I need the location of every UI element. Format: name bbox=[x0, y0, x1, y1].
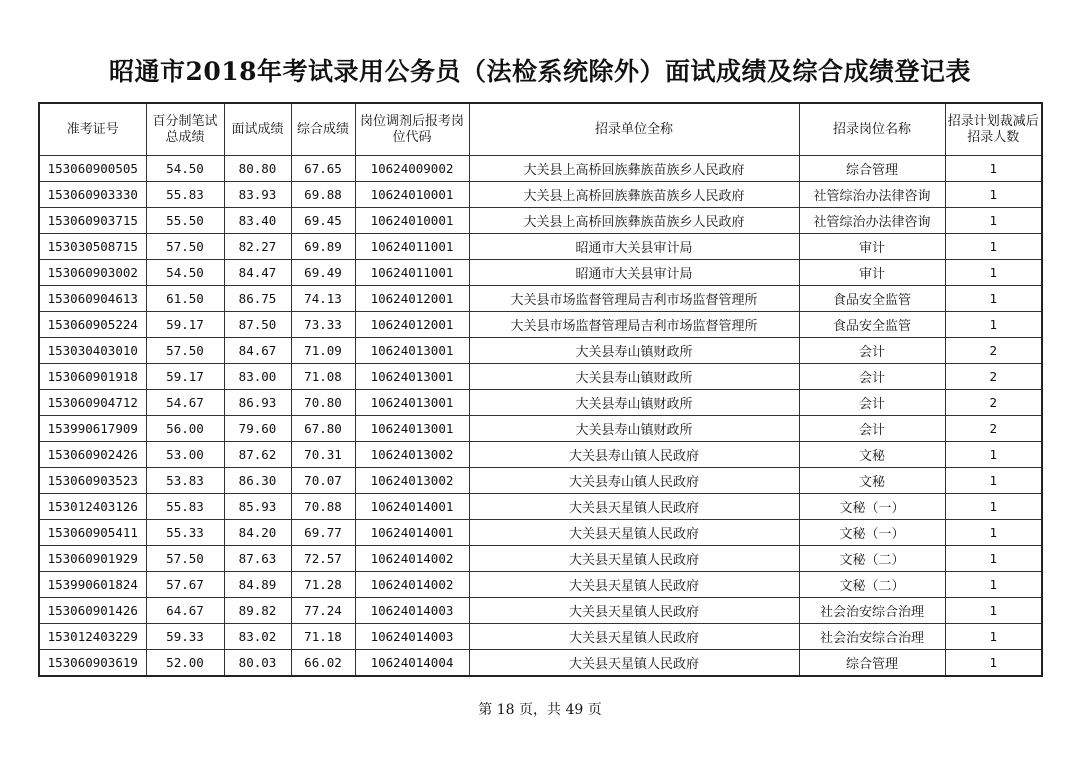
unit-name-cell: 大关县天星镇人民政府 bbox=[469, 520, 799, 546]
exam-id-cell: 153060904613 bbox=[39, 286, 146, 312]
written-score-cell: 59.17 bbox=[146, 364, 224, 390]
table-row bbox=[39, 338, 1042, 364]
position-code-cell: 10624013001 bbox=[355, 364, 469, 390]
interview-score-cell: 79.60 bbox=[224, 416, 291, 442]
written-score-cell: 53.00 bbox=[146, 442, 224, 468]
hire-count-cell: 1 bbox=[945, 624, 1042, 650]
exam-id-cell: 153060902426 bbox=[39, 442, 146, 468]
interview-score-cell: 84.20 bbox=[224, 520, 291, 546]
hire-count-cell: 1 bbox=[945, 260, 1042, 286]
hire-count-cell: 1 bbox=[945, 312, 1042, 338]
table-row bbox=[39, 650, 1042, 677]
table-row bbox=[39, 546, 1042, 572]
position-name-cell: 综合管理 bbox=[799, 156, 945, 182]
total-score-cell: 70.80 bbox=[291, 390, 355, 416]
table-row bbox=[39, 364, 1042, 390]
hire-count-cell: 1 bbox=[945, 494, 1042, 520]
interview-score-cell: 80.80 bbox=[224, 156, 291, 182]
position-code-cell: 10624010001 bbox=[355, 208, 469, 234]
position-name-cell: 文秘 bbox=[799, 468, 945, 494]
table-row bbox=[39, 260, 1042, 286]
hire-count-cell: 1 bbox=[945, 598, 1042, 624]
hire-count-cell: 1 bbox=[945, 286, 1042, 312]
written-score-cell: 64.67 bbox=[146, 598, 224, 624]
exam-id-cell: 153060903002 bbox=[39, 260, 146, 286]
total-score-cell: 69.45 bbox=[291, 208, 355, 234]
unit-name-cell: 大关县寿山镇财政所 bbox=[469, 364, 799, 390]
exam-id-cell: 153990601824 bbox=[39, 572, 146, 598]
interview-score-cell: 83.02 bbox=[224, 624, 291, 650]
table-row bbox=[39, 234, 1042, 260]
hire-count-cell: 1 bbox=[945, 546, 1042, 572]
score-table bbox=[38, 102, 1043, 677]
header-position-code: 岗位调剂后报考岗位代码 bbox=[355, 103, 469, 156]
hire-count-cell: 1 bbox=[945, 572, 1042, 598]
table-row bbox=[39, 312, 1042, 338]
position-name-cell: 会计 bbox=[799, 416, 945, 442]
hire-count-cell: 1 bbox=[945, 650, 1042, 677]
page-title: 昭通市2018年考试录用公务员（法检系统除外）面试成绩及综合成绩登记表 bbox=[108, 57, 972, 86]
total-score-cell: 69.77 bbox=[291, 520, 355, 546]
written-score-cell: 57.50 bbox=[146, 546, 224, 572]
written-score-cell: 57.67 bbox=[146, 572, 224, 598]
total-score-cell: 70.07 bbox=[291, 468, 355, 494]
written-score-cell: 55.83 bbox=[146, 494, 224, 520]
unit-name-cell: 大关县上高桥回族彝族苗族乡人民政府 bbox=[469, 208, 799, 234]
position-name-cell: 文秘（一） bbox=[799, 494, 945, 520]
total-score-cell: 66.02 bbox=[291, 650, 355, 677]
position-name-cell: 会计 bbox=[799, 364, 945, 390]
hire-count-cell: 1 bbox=[945, 520, 1042, 546]
position-code-cell: 10624013002 bbox=[355, 442, 469, 468]
interview-score-cell: 83.93 bbox=[224, 182, 291, 208]
table-row bbox=[39, 598, 1042, 624]
hire-count-cell: 1 bbox=[945, 156, 1042, 182]
exam-id-cell: 153030403010 bbox=[39, 338, 146, 364]
position-code-cell: 10624014001 bbox=[355, 520, 469, 546]
exam-id-cell: 153990617909 bbox=[39, 416, 146, 442]
unit-name-cell: 大关县上高桥回族彝族苗族乡人民政府 bbox=[469, 182, 799, 208]
position-code-cell: 10624011001 bbox=[355, 234, 469, 260]
written-score-cell: 57.50 bbox=[146, 338, 224, 364]
position-name-cell: 会计 bbox=[799, 338, 945, 364]
unit-name-cell: 昭通市大关县审计局 bbox=[469, 234, 799, 260]
position-name-cell: 综合管理 bbox=[799, 650, 945, 677]
table-row bbox=[39, 494, 1042, 520]
table-row bbox=[39, 572, 1042, 598]
header-exam-id: 准考证号 bbox=[39, 103, 146, 156]
position-name-cell: 文秘 bbox=[799, 442, 945, 468]
exam-id-cell: 153060901918 bbox=[39, 364, 146, 390]
hire-count-cell: 1 bbox=[945, 234, 1042, 260]
written-score-cell: 55.33 bbox=[146, 520, 224, 546]
position-code-cell: 10624013001 bbox=[355, 338, 469, 364]
total-score-cell: 69.49 bbox=[291, 260, 355, 286]
header-unit-name: 招录单位全称 bbox=[469, 103, 799, 156]
header-position-name: 招录岗位名称 bbox=[799, 103, 945, 156]
unit-name-cell: 大关县寿山镇人民政府 bbox=[469, 442, 799, 468]
exam-id-cell: 153060903330 bbox=[39, 182, 146, 208]
position-code-cell: 10624014003 bbox=[355, 598, 469, 624]
written-score-cell: 59.17 bbox=[146, 312, 224, 338]
total-score-cell: 69.88 bbox=[291, 182, 355, 208]
interview-score-cell: 86.93 bbox=[224, 390, 291, 416]
written-score-cell: 56.00 bbox=[146, 416, 224, 442]
unit-name-cell: 大关县寿山镇人民政府 bbox=[469, 468, 799, 494]
interview-score-cell: 85.93 bbox=[224, 494, 291, 520]
hire-count-cell: 2 bbox=[945, 338, 1042, 364]
position-code-cell: 10624014003 bbox=[355, 624, 469, 650]
unit-name-cell: 大关县寿山镇财政所 bbox=[469, 416, 799, 442]
table-row bbox=[39, 468, 1042, 494]
exam-id-cell: 153060901929 bbox=[39, 546, 146, 572]
interview-score-cell: 83.40 bbox=[224, 208, 291, 234]
position-name-cell: 文秘（一） bbox=[799, 520, 945, 546]
table-header-row bbox=[39, 103, 1042, 156]
position-code-cell: 10624014002 bbox=[355, 572, 469, 598]
position-name-cell: 会计 bbox=[799, 390, 945, 416]
exam-id-cell: 153060903715 bbox=[39, 208, 146, 234]
position-name-cell: 社管综治办法律咨询 bbox=[799, 182, 945, 208]
total-score-cell: 71.08 bbox=[291, 364, 355, 390]
table-row bbox=[39, 286, 1042, 312]
total-score-cell: 73.33 bbox=[291, 312, 355, 338]
exam-id-cell: 153060905411 bbox=[39, 520, 146, 546]
exam-id-cell: 153060903523 bbox=[39, 468, 146, 494]
position-code-cell: 10624011001 bbox=[355, 260, 469, 286]
header-total-score: 综合成绩 bbox=[291, 103, 355, 156]
exam-id-cell: 153060904712 bbox=[39, 390, 146, 416]
exam-id-cell: 153012403229 bbox=[39, 624, 146, 650]
unit-name-cell: 大关县天星镇人民政府 bbox=[469, 598, 799, 624]
exam-id-cell: 153060900505 bbox=[39, 156, 146, 182]
interview-score-cell: 87.63 bbox=[224, 546, 291, 572]
interview-score-cell: 84.47 bbox=[224, 260, 291, 286]
total-score-cell: 69.89 bbox=[291, 234, 355, 260]
interview-score-cell: 89.82 bbox=[224, 598, 291, 624]
total-score-cell: 70.31 bbox=[291, 442, 355, 468]
total-score-cell: 67.65 bbox=[291, 156, 355, 182]
interview-score-cell: 80.03 bbox=[224, 650, 291, 677]
total-score-cell: 71.18 bbox=[291, 624, 355, 650]
hire-count-cell: 1 bbox=[945, 208, 1042, 234]
position-name-cell: 社管综治办法律咨询 bbox=[799, 208, 945, 234]
table-row bbox=[39, 624, 1042, 650]
table-body bbox=[39, 156, 1042, 677]
interview-score-cell: 83.00 bbox=[224, 364, 291, 390]
interview-score-cell: 84.67 bbox=[224, 338, 291, 364]
interview-score-cell: 82.27 bbox=[224, 234, 291, 260]
interview-score-cell: 87.50 bbox=[224, 312, 291, 338]
exam-id-cell: 153060901426 bbox=[39, 598, 146, 624]
hire-count-cell: 1 bbox=[945, 182, 1042, 208]
written-score-cell: 54.67 bbox=[146, 390, 224, 416]
total-score-cell: 77.24 bbox=[291, 598, 355, 624]
unit-name-cell: 昭通市大关县审计局 bbox=[469, 260, 799, 286]
hire-count-cell: 1 bbox=[945, 468, 1042, 494]
total-score-cell: 74.13 bbox=[291, 286, 355, 312]
header-written-score: 百分制笔试总成绩 bbox=[146, 103, 224, 156]
position-code-cell: 10624010001 bbox=[355, 182, 469, 208]
total-score-cell: 72.57 bbox=[291, 546, 355, 572]
unit-name-cell: 大关县天星镇人民政府 bbox=[469, 650, 799, 677]
unit-name-cell: 大关县上高桥回族彝族苗族乡人民政府 bbox=[469, 156, 799, 182]
unit-name-cell: 大关县天星镇人民政府 bbox=[469, 546, 799, 572]
interview-score-cell: 84.89 bbox=[224, 572, 291, 598]
written-score-cell: 53.83 bbox=[146, 468, 224, 494]
position-code-cell: 10624009002 bbox=[355, 156, 469, 182]
hire-count-cell: 2 bbox=[945, 364, 1042, 390]
written-score-cell: 54.50 bbox=[146, 156, 224, 182]
exam-id-cell: 153060903619 bbox=[39, 650, 146, 677]
position-name-cell: 文秘（二） bbox=[799, 546, 945, 572]
position-code-cell: 10624014001 bbox=[355, 494, 469, 520]
written-score-cell: 55.83 bbox=[146, 182, 224, 208]
written-score-cell: 55.50 bbox=[146, 208, 224, 234]
position-name-cell: 审计 bbox=[799, 260, 945, 286]
written-score-cell: 57.50 bbox=[146, 234, 224, 260]
interview-score-cell: 86.30 bbox=[224, 468, 291, 494]
table-row bbox=[39, 520, 1042, 546]
exam-id-cell: 153030508715 bbox=[39, 234, 146, 260]
unit-name-cell: 大关县天星镇人民政府 bbox=[469, 494, 799, 520]
header-interview-score: 面试成绩 bbox=[224, 103, 291, 156]
position-name-cell: 文秘（二） bbox=[799, 572, 945, 598]
position-name-cell: 食品安全监管 bbox=[799, 286, 945, 312]
position-code-cell: 10624012001 bbox=[355, 312, 469, 338]
page-footer: 第 18 页，共 49 页 bbox=[478, 702, 602, 718]
position-name-cell: 食品安全监管 bbox=[799, 312, 945, 338]
table-row bbox=[39, 416, 1042, 442]
position-name-cell: 审计 bbox=[799, 234, 945, 260]
position-code-cell: 10624013001 bbox=[355, 416, 469, 442]
hire-count-cell: 2 bbox=[945, 416, 1042, 442]
score-table-container bbox=[38, 102, 1041, 677]
exam-id-cell: 153012403126 bbox=[39, 494, 146, 520]
unit-name-cell: 大关县天星镇人民政府 bbox=[469, 624, 799, 650]
position-code-cell: 10624013001 bbox=[355, 390, 469, 416]
position-name-cell: 社会治安综合治理 bbox=[799, 624, 945, 650]
position-code-cell: 10624014002 bbox=[355, 546, 469, 572]
total-score-cell: 71.09 bbox=[291, 338, 355, 364]
table-row bbox=[39, 208, 1042, 234]
unit-name-cell: 大关县寿山镇财政所 bbox=[469, 390, 799, 416]
total-score-cell: 67.80 bbox=[291, 416, 355, 442]
unit-name-cell: 大关县市场监督管理局吉利市场监督管理所 bbox=[469, 312, 799, 338]
table-row bbox=[39, 182, 1042, 208]
table-row bbox=[39, 390, 1042, 416]
header-hire-count: 招录计划裁减后招录人数 bbox=[945, 103, 1042, 156]
unit-name-cell: 大关县市场监督管理局吉利市场监督管理所 bbox=[469, 286, 799, 312]
unit-name-cell: 大关县寿山镇财政所 bbox=[469, 338, 799, 364]
position-code-cell: 10624012001 bbox=[355, 286, 469, 312]
total-score-cell: 71.28 bbox=[291, 572, 355, 598]
interview-score-cell: 87.62 bbox=[224, 442, 291, 468]
hire-count-cell: 2 bbox=[945, 390, 1042, 416]
table-row bbox=[39, 442, 1042, 468]
exam-id-cell: 153060905224 bbox=[39, 312, 146, 338]
interview-score-cell: 86.75 bbox=[224, 286, 291, 312]
written-score-cell: 59.33 bbox=[146, 624, 224, 650]
written-score-cell: 52.00 bbox=[146, 650, 224, 677]
position-name-cell: 社会治安综合治理 bbox=[799, 598, 945, 624]
table-row bbox=[39, 156, 1042, 182]
written-score-cell: 61.50 bbox=[146, 286, 224, 312]
position-code-cell: 10624013002 bbox=[355, 468, 469, 494]
written-score-cell: 54.50 bbox=[146, 260, 224, 286]
position-code-cell: 10624014004 bbox=[355, 650, 469, 677]
hire-count-cell: 1 bbox=[945, 442, 1042, 468]
total-score-cell: 70.88 bbox=[291, 494, 355, 520]
unit-name-cell: 大关县天星镇人民政府 bbox=[469, 572, 799, 598]
